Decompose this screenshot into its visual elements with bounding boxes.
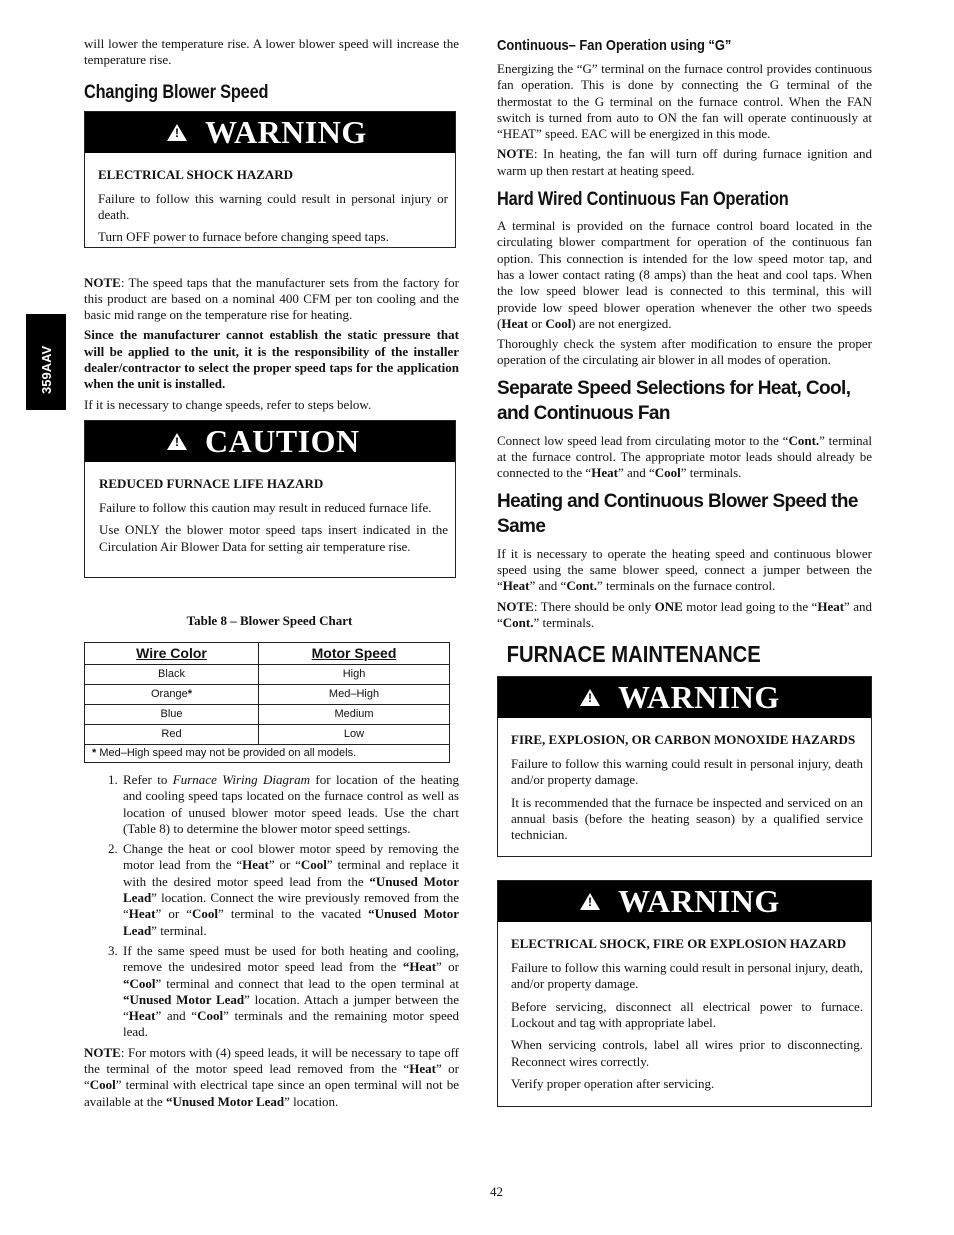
heading-continuous-fan-g: Continuous– Fan Operation using “G”	[497, 37, 732, 54]
heading-furnace-maintenance: FURNACE MAINTENANCE	[506, 641, 761, 668]
warning-box-electrical-shock	[84, 111, 456, 248]
list-item: 1. Refer to Furnace Wiring Diagram for location of the heating and cooling speed taps located on the furnace control as well as location of unused blower motor speed leads. Use the chart (Table 8) to determine the blower motor speed settings.	[108, 771, 459, 836]
body-text: If it is necessary to operate the heating speed and continuous blower speed using the same blower speed, connect a jumper between the “Heat” and “Cont.” terminals on the furnace control.	[497, 545, 872, 594]
warning-text: Verify proper operation after servicing.	[511, 1075, 715, 1091]
table-caption: Table 8 – Blower Speed Chart	[186, 612, 353, 628]
list-item: 3. If the same speed must be used for both heating and cooling, remove the undesired motor speed lead from the “Heat” or “Cool” terminal and connect that lead to the open terminal at “Unused Motor Lead” location. Attach a jumper between the “Heat” and “Cool” terminals and the remaining motor speed lead.	[108, 942, 460, 1040]
caution-banner	[85, 421, 455, 462]
note-paragraph: NOTE: The speed taps that the manufacturer sets from the factory for this product are based on a nominal 400 CFM per ton cooling and the basic mid range on the temperature rise for heating.	[84, 274, 459, 323]
warning-word: WARNING	[618, 883, 780, 920]
warning-box-fire-explosion	[497, 676, 872, 857]
note-paragraph: NOTE: There should be only ONE motor lead going to the “Heat” and “Cont.” terminals.	[497, 598, 872, 630]
warning-text: Failure to follow this warning could result in personal injury or death.	[98, 190, 448, 222]
table-row: Orange* Med–High	[85, 684, 450, 704]
warning-banner	[85, 112, 455, 153]
note-paragraph: NOTE: For motors with (4) speed leads, it will be necessary to tape off the terminal of the motor speed lead removed from the “Heat” or “Cool” terminal with electrical tape since an open terminal will not be available at the “Unused Motor Lead” location.	[84, 1044, 459, 1109]
side-tab-label: 359AAV	[39, 345, 54, 394]
warning-text: It is recommended that the furnace be inspected and serviced on an annual basis (before the heating season) by a qualified service technician.	[511, 794, 863, 843]
left-column	[84, 36, 459, 1114]
note-label: NOTE	[84, 274, 121, 290]
heading-separate-speed: Separate Speed Selections for Heat, Cool, and Continuous Fan	[497, 377, 851, 424]
warning-text: Failure to follow this warning could result in personal injury, death and/or property damage.	[511, 756, 863, 788]
body-text: Connect low speed lead from circulating motor to the “Cont.” terminal at the furnace control. The appropriate motor leads should already be connected to the “Heat” and “Cool” terminals.	[497, 432, 873, 481]
note-paragraph: NOTE: In heating, the fan will turn off during furnace ignition and warm up then restart at heating speed.	[497, 146, 872, 178]
body-text: Energizing the “G” terminal on the furnace control provides continuous fan operation. This is done by connecting the G terminal of the thermostat to the G terminal on the furnace control. When the FAN switch is turned from auto to ON the fan will operate continuously at “HEAT” speed. EAC will be energized in this mode.	[497, 61, 872, 142]
caution-text: Use ONLY the blower motor speed taps insert indicated in the Circulation Air Blower Data for setting air temperature rise.	[99, 522, 448, 554]
warning-banner	[498, 881, 871, 922]
warning-triangle-icon: !	[580, 893, 600, 910]
list-item: 2. Change the heat or cool blower motor speed by removing the motor lead from the “Heat” or “Cool” terminal and replace it with the desired motor speed lead from the “Unused Motor Lead” location. Connect the wire previously removed from the “Heat” or “Cool” terminal to the vacated “Unused Motor Lead” terminal.	[108, 841, 459, 938]
table-footnote: Med–High speed may not be provided on all models.	[96, 747, 357, 760]
body-text: A terminal is provided on the furnace control board located in the circulating blower compartment for operation of the continuous fan option. This connection is intended for the low speed motor tap, and has a lower contact rating (8 amps) than the heat and cool taps. When the low speed blower lead is connected to this terminal, this will provide low speed blower operation whenever the other two speeds (Heat or Cool) are not energized.	[497, 218, 872, 331]
page-number: 42	[490, 1184, 503, 1199]
table-row: Blue Medium	[85, 704, 450, 724]
hazard-title: ELECTRICAL SHOCK HAZARD	[98, 166, 294, 182]
speed-change-steps	[84, 772, 459, 1041]
warning-text: Turn OFF power to furnace before changing speed taps.	[98, 229, 389, 245]
right-column	[497, 36, 872, 1107]
body-text: Thoroughly check the system after modification to ensure the proper operation of the circulating air blower in all modes of operation.	[497, 336, 872, 368]
warning-word: WARNING	[618, 679, 780, 716]
table-footnote-row: * Med–High speed may not be provided on all models.	[85, 744, 450, 762]
heading-heating-continuous-same: Heating and Continuous Blower Speed the Same	[497, 490, 858, 537]
warning-triangle-icon: !	[167, 124, 187, 141]
bold-paragraph: Since the manufacturer cannot establish the static pressure that will be applied to the unit, it is the responsibility of the installer dealer/contractor to select the proper speed taps for the application when the unit is installed.	[84, 327, 459, 392]
warning-text: When servicing controls, label all wires prior to disconnecting. Reconnect wires correctly.	[511, 1037, 863, 1069]
hazard-title: REDUCED FURNACE LIFE HAZARD	[99, 475, 324, 491]
caution-word: CAUTION	[205, 422, 360, 459]
caution-box	[84, 420, 456, 578]
intro-text: will lower the temperature rise. A lower blower speed will increase the temperature rise.	[84, 36, 459, 68]
caution-text: Failure to follow this caution may result in reduced furnace life.	[99, 499, 432, 515]
warning-box-electrical-fire	[497, 880, 872, 1107]
warning-triangle-icon: !	[580, 689, 600, 706]
hazard-title: ELECTRICAL SHOCK, FIRE OR EXPLOSION HAZARD	[511, 936, 847, 952]
side-tab	[26, 314, 66, 410]
steps-intro: If it is necessary to change speeds, refer to steps below.	[84, 396, 372, 412]
heading-changing-blower-speed: Changing Blower Speed	[84, 81, 269, 103]
table-row: Red Low	[85, 724, 450, 744]
heading-hard-wired-fan: Hard Wired Continuous Fan Operation	[497, 189, 789, 211]
table-row: Black High	[85, 664, 450, 684]
hazard-title: FIRE, EXPLOSION, OR CARBON MONOXIDE HAZARDS	[511, 732, 856, 748]
warning-banner	[498, 677, 871, 718]
caution-triangle-icon: !	[167, 433, 187, 450]
warning-text: Failure to follow this warning could result in personal injury, death, and/or property damage.	[511, 960, 863, 992]
table-header-wire-color: Wire Color	[85, 642, 259, 664]
table-header-motor-speed: Motor Speed	[259, 642, 450, 664]
blower-speed-table	[84, 642, 450, 763]
warning-text: Before servicing, disconnect all electrical power to furnace. Lockout and tag with appropriate label.	[511, 998, 863, 1031]
warning-word: WARNING	[205, 113, 367, 150]
